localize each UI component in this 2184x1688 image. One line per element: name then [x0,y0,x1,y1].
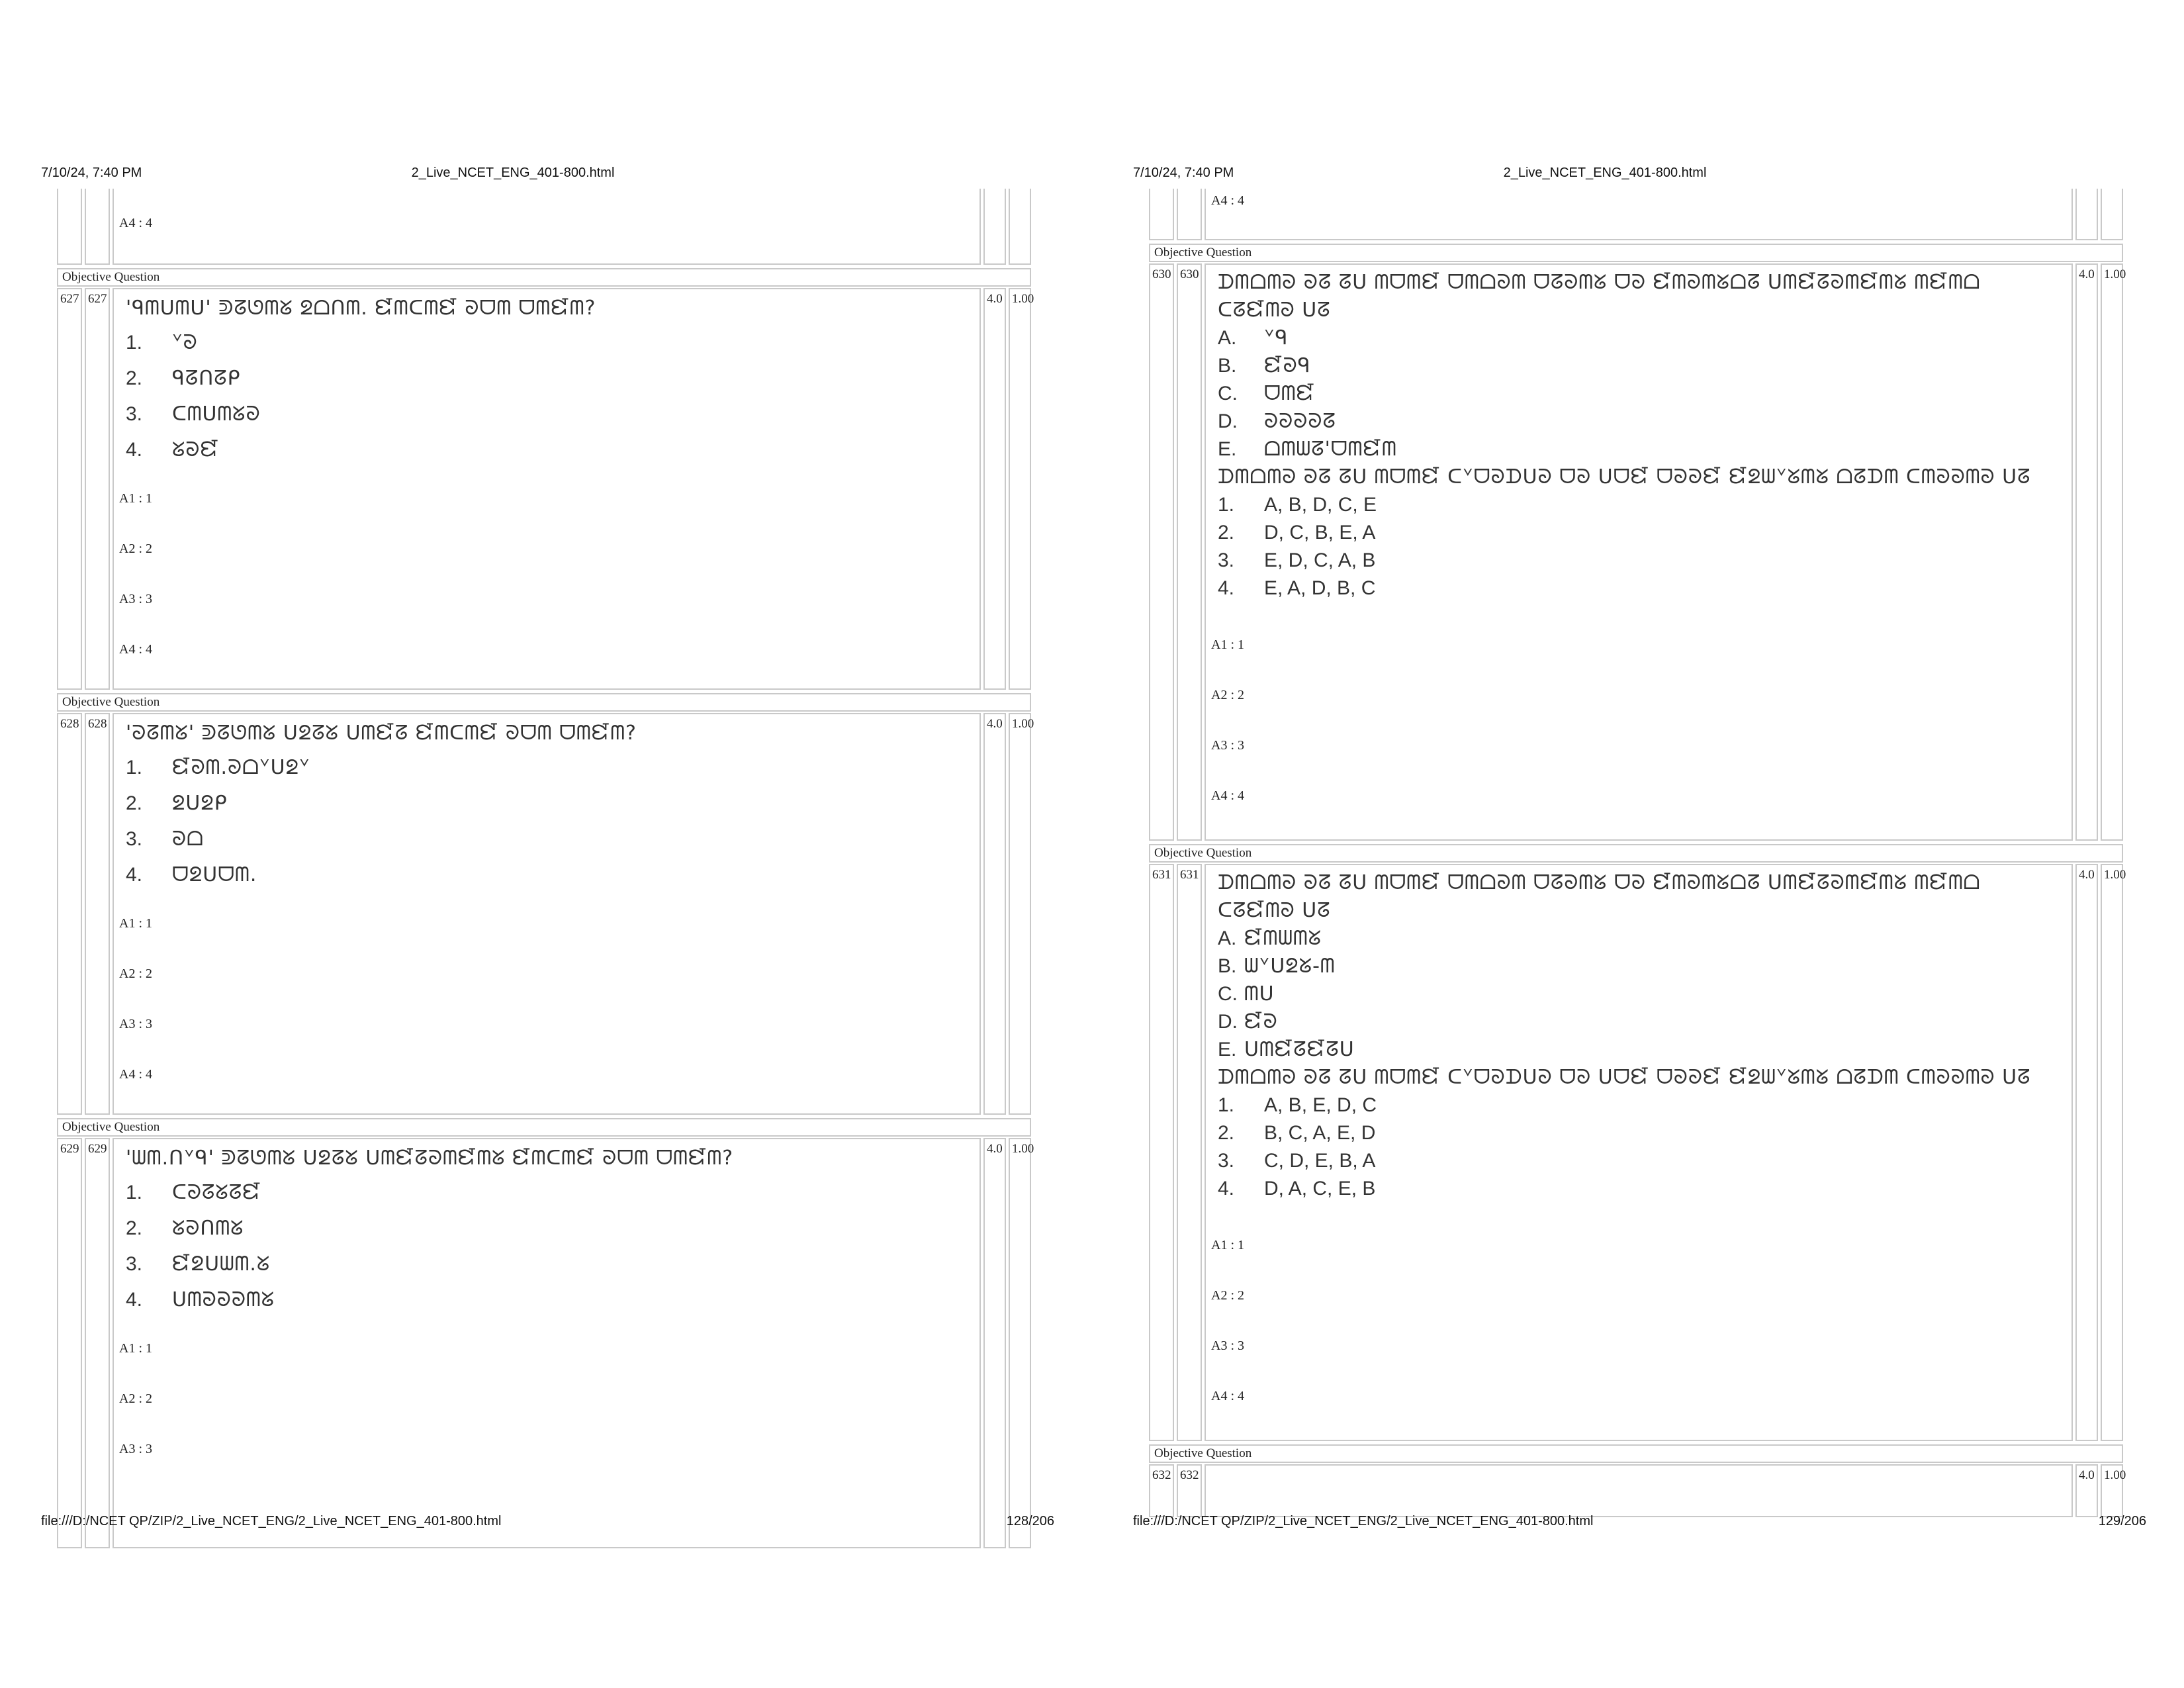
page-number: 128/206 [1006,1514,1054,1528]
answer-key: A1 : 1 [1211,1238,1244,1252]
question-stem-line-1: ᗪᗰᗝᗰᘐ ᘐᘔ ᘔᑌ ᗰᗜᗰᘿ ᗜᗰᗝᘐᗰ ᗜᘔᘐᗰᘜ ᗜᘐ ᘿᗰᘐᗰᘜᗝᘔ ᑌᗰᘿᘔᘐᗰᘿᗰᘜ ᗰᘿᗰᗝ [1218,271,1981,294]
answer-key: A3 : 3 [119,1017,152,1031]
option-3: 3. ᘐᗝ [126,827,205,851]
marks-negative: 1.00 [2101,864,2123,1441]
option-1: 1. A, B, E, D, C [1218,1094,1377,1116]
option-3: 3. ᘿᘖᑌᗯᗰ.ᘜ [126,1252,271,1276]
answer-key: A3 : 3 [1211,738,1244,753]
question-type-label: Objective Question [1149,1444,2123,1463]
option-2: 2. D, C, B, E, A [1218,522,1376,543]
question-stem: 'ᑫᗰᑌᗰᑌ' ᕲᘔᘎᗰᘜ ᘖᗝᑎᗰ. ᘿᗰᑕᗰᘿ ᘐᗜᗰ ᗜᗰᘿᗰ? [126,297,596,320]
option-3: 3. C, D, E, B, A [1218,1150,1376,1172]
answer-key: A2 : 2 [119,541,152,556]
question-stem-line-2: ᑕᘔᘿᗰᘐ ᑌᘔ [1218,899,1331,922]
answer-key: A1 : 1 [119,916,152,931]
serial-number: 631 [1149,864,1174,1441]
answer-key: A4 : 4 [119,216,152,230]
question-id: 630 [1177,263,1202,841]
question-stem: 'ᘐᘔᗰᘜ' ᕲᘔᘎᗰᘜ ᑌᘖᘔᘜ ᑌᗰᘿᘔ ᘿᗰᑕᗰᘿ ᘐᗜᗰ ᗜᗰᘿᗰ? [126,722,637,745]
question-id: 632 [1177,1464,1202,1517]
question-id: 627 [85,288,110,690]
answer-key: A3 : 3 [1211,1338,1244,1353]
option-2: 2. ᘜᘐᑎᗰᘜ [126,1217,244,1240]
answer-key: A1 : 1 [119,1341,152,1356]
question-id: 629 [85,1138,110,1548]
option-1: 1. ᑕᘐᘔᘜᘔᘿ [126,1181,261,1204]
print-footer-path: file:///D:/NCET QP/ZIP/2_Live_NCET_ENG/2_Live_NCET_ENG_401-800.html [1133,1514,1594,1528]
question-628 [57,713,1034,1115]
marks-positive: 4.0 [2075,1464,2098,1517]
item-e: E. ᗝᗰᗯᘔ'ᗜᗰᘿᗰ [1218,438,1397,461]
print-header-title: 2_Live_NCET_ENG_401-800.html [411,165,615,180]
answer-key: A4 : 4 [119,1067,152,1082]
question-body [113,288,981,690]
question-body [1205,263,2073,841]
option-4: 4. ᘜᘐᘿ [126,438,220,461]
question-stem-line-1: ᗪᗰᗝᗰᘐ ᘐᘔ ᘔᑌ ᗰᗜᗰᘿ ᗜᗰᗝᘐᗰ ᗜᘔᘐᗰᘜ ᗜᘐ ᘿᗰᘐᗰᘜᗝᘔ ᑌᗰᘿᘔᘐᗰᘿᗰᘜ ᗰᘿᗰᗝ [1218,871,1981,894]
answer-key: A2 : 2 [119,1391,152,1406]
question-627 [57,288,1034,690]
option-1: 1. A, B, D, C, E [1218,494,1377,516]
marks-negative: 1.00 [1009,713,1031,1115]
question-instruction: ᗪᗰᗝᗰᘐ ᘐᘔ ᘔᑌ ᗰᗜᗰᘿ ᑕᘁᗜᘐᗪᑌᘐ ᗜᘐ ᑌᗜᘿ ᗜᘐᘐᘿ ᘿᘖᗯᘁᘜᗰᘜ ᗝᘔᗪᗰ ᑕᗰᘐᘐᗰᘐ ᑌᘔ [1218,1066,2031,1089]
answer-key: A3 : 3 [119,592,152,606]
marks-positive: 4.0 [983,1138,1006,1548]
item-b: B. ᘿᘐᑫ [1218,354,1311,377]
option-4: 4. E, A, D, B, C [1218,577,1376,599]
question-body [1205,864,2073,1441]
item-a: A. ᘿᗰᗯᗰᘜ [1218,927,1322,950]
question-632 [1149,1464,2126,1517]
option-2: 2. ᑫᘔᑎᘔᑭ [126,367,241,390]
question-type-label: Objective Question [57,1118,1031,1137]
marks-positive: 4.0 [983,713,1006,1115]
question-table [57,189,1034,1503]
question-type-label: Objective Question [1149,244,2123,262]
answer-key: A3 : 3 [119,1442,152,1456]
question-body [113,1138,981,1548]
item-a: A. ᘁᑫ [1218,326,1289,350]
question-body [1205,1464,2073,1517]
question-type-label: Objective Question [57,693,1031,712]
marks-positive: 4.0 [2075,263,2098,841]
page-number: 129/206 [2098,1514,2146,1528]
serial-number: 628 [57,713,82,1115]
question-630 [1149,263,2126,841]
marks-positive: 4.0 [2075,864,2098,1441]
marks-negative: 1.00 [2101,1464,2123,1517]
serial-number: 629 [57,1138,82,1548]
question-type-label: Objective Question [57,268,1031,287]
item-c: C. ᗜᗰᘿ [1218,382,1316,405]
serial-number: 627 [57,288,82,690]
carry-over-cell [1205,189,2073,240]
option-4: 4. ᗜᘖᑌᗜᗰ. [126,863,257,886]
question-629 [57,1138,1034,1548]
question-631 [1149,864,2126,1441]
serial-number: 632 [1149,1464,1174,1517]
print-footer-path: file:///D:/NCET QP/ZIP/2_Live_NCET_ENG/2_Live_NCET_ENG_401-800.html [41,1514,502,1528]
print-header-date: 7/10/24, 7:40 PM [1133,165,1234,180]
option-4: 4. ᑌᗰᘐᘐᘐᗰᘜ [126,1288,275,1311]
option-1: 1. ᘁᘐ [126,331,198,354]
print-page-right [1092,0,2184,1688]
question-stem: 'ᗯᗰ.ᑎᘁᑫ' ᕲᘔᘎᗰᘜ ᑌᘖᘔᘜ ᑌᗰᘿᘔᘐᗰᘿᗰᘜ ᘿᗰᑕᗰᘿ ᘐᗜᗰ ᗜᗰᘿᗰ? [126,1147,734,1170]
answer-key: A2 : 2 [1211,688,1244,702]
option-2: 2. ᘖᑌᘖᑭ [126,792,228,815]
marks-negative: 1.00 [2101,263,2123,841]
item-b: B. ᗯᘁᑌᘖᘜ-ᗰ [1218,955,1336,978]
question-id: 628 [85,713,110,1115]
option-4: 4. D, A, C, E, B [1218,1178,1376,1199]
question-stem-line-2: ᑕᘔᘿᗰᘐ ᑌᘔ [1218,299,1331,322]
print-header-date: 7/10/24, 7:40 PM [41,165,142,180]
option-1: 1. ᘿᘐᗰ.ᘐᗝᘁᑌᘖᘁ [126,756,310,779]
item-e: E. ᑌᗰᘿᘔᘿᘔᑌ [1218,1038,1355,1061]
answer-key: A2 : 2 [119,966,152,981]
question-body [113,713,981,1115]
question-instruction: ᗪᗰᗝᗰᘐ ᘐᘔ ᘔᑌ ᗰᗜᗰᘿ ᑕᘁᗜᘐᗪᑌᘐ ᗜᘐ ᑌᗜᘿ ᗜᘐᘐᘿ ᘿᘖᗯᘁᘜᗰᘜ ᗝᘔᗪᗰ ᑕᗰᘐᘐᗰᘐ ᑌᘔ [1218,465,2031,489]
marks-negative: 1.00 [1009,1138,1031,1548]
question-id: 631 [1177,864,1202,1441]
answer-key: A2 : 2 [1211,1288,1244,1303]
serial-number: 630 [1149,263,1174,841]
item-d: D. ᘐᘐᘐᘐᘔ [1218,410,1336,433]
answer-key: A4 : 4 [119,642,152,657]
marks-negative: 1.00 [1009,288,1031,690]
option-3: 3. E, D, C, A, B [1218,549,1376,571]
answer-key: A4 : 4 [1211,1389,1244,1403]
question-table [1149,189,2126,1503]
option-2: 2. B, C, A, E, D [1218,1122,1376,1144]
option-3: 3. ᑕᗰᑌᗰᘜᘐ [126,402,261,426]
carry-over-cell [113,189,981,265]
question-type-label: Objective Question [1149,844,2123,863]
answer-key: A4 : 4 [1211,193,1244,208]
item-d: D. ᘿᘐ [1218,1010,1278,1033]
answer-key: A1 : 1 [1211,637,1244,652]
print-header-title: 2_Live_NCET_ENG_401-800.html [1503,165,1707,180]
marks-positive: 4.0 [983,288,1006,690]
answer-key: A1 : 1 [119,491,152,506]
item-c: C. ᗰᑌ [1218,982,1275,1006]
answer-key: A4 : 4 [1211,788,1244,803]
